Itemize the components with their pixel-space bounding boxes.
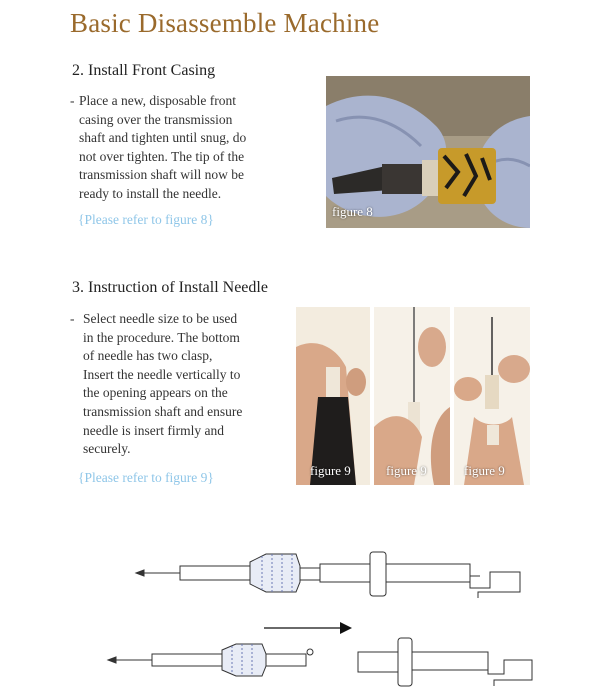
figure-9a-caption: figure 9 (310, 463, 351, 478)
figure-9c-caption: figure 9 (464, 463, 505, 478)
section-3-heading: 3. Instruction of Install Needle (72, 279, 268, 296)
section-3-text: Select needle size to be used in the procedure. The bottom of needle has two clasp, Insert the needle vertically to the opening appears on the transmission shaft and ensure needle is insert firmly and securely. (83, 311, 243, 457)
detached-casing-drawing (358, 638, 532, 686)
figure-8-photo (326, 76, 530, 228)
bullet-dash: - (70, 311, 75, 326)
assembled-needle-drawing (136, 552, 520, 598)
figure-8-caption: figure 8 (332, 204, 373, 219)
right-arrow-icon (264, 622, 352, 634)
needle-assembly-diagram (0, 520, 600, 700)
page-title: Basic Disassemble Machine (70, 8, 380, 38)
hand-holding-machine-image (296, 307, 370, 485)
section-2-body (70, 92, 310, 204)
figure-9a-photo (296, 307, 370, 485)
needle-insertion-image (374, 307, 450, 485)
section-3-body (70, 310, 300, 459)
figure-9b-photo (374, 307, 450, 485)
section-2-reference: {Please refer to figure 8} (78, 212, 214, 227)
section-2-heading: 2. Install Front Casing (72, 62, 216, 79)
figure-9b-caption: figure 9 (386, 463, 427, 478)
section-3-reference: {Please refer to figure 9} (78, 470, 214, 485)
bullet-dash: - (70, 93, 75, 108)
needle-fitted-image (454, 307, 530, 485)
section-2-text: Place a new, disposable front casing over the transmission shaft and tighten until snug, do not over tighten. The tip of the transmission shaft will now be ready to install the needle. (79, 93, 247, 201)
disassembled-needle-drawing (108, 644, 313, 676)
figure-9c-photo (454, 307, 530, 485)
